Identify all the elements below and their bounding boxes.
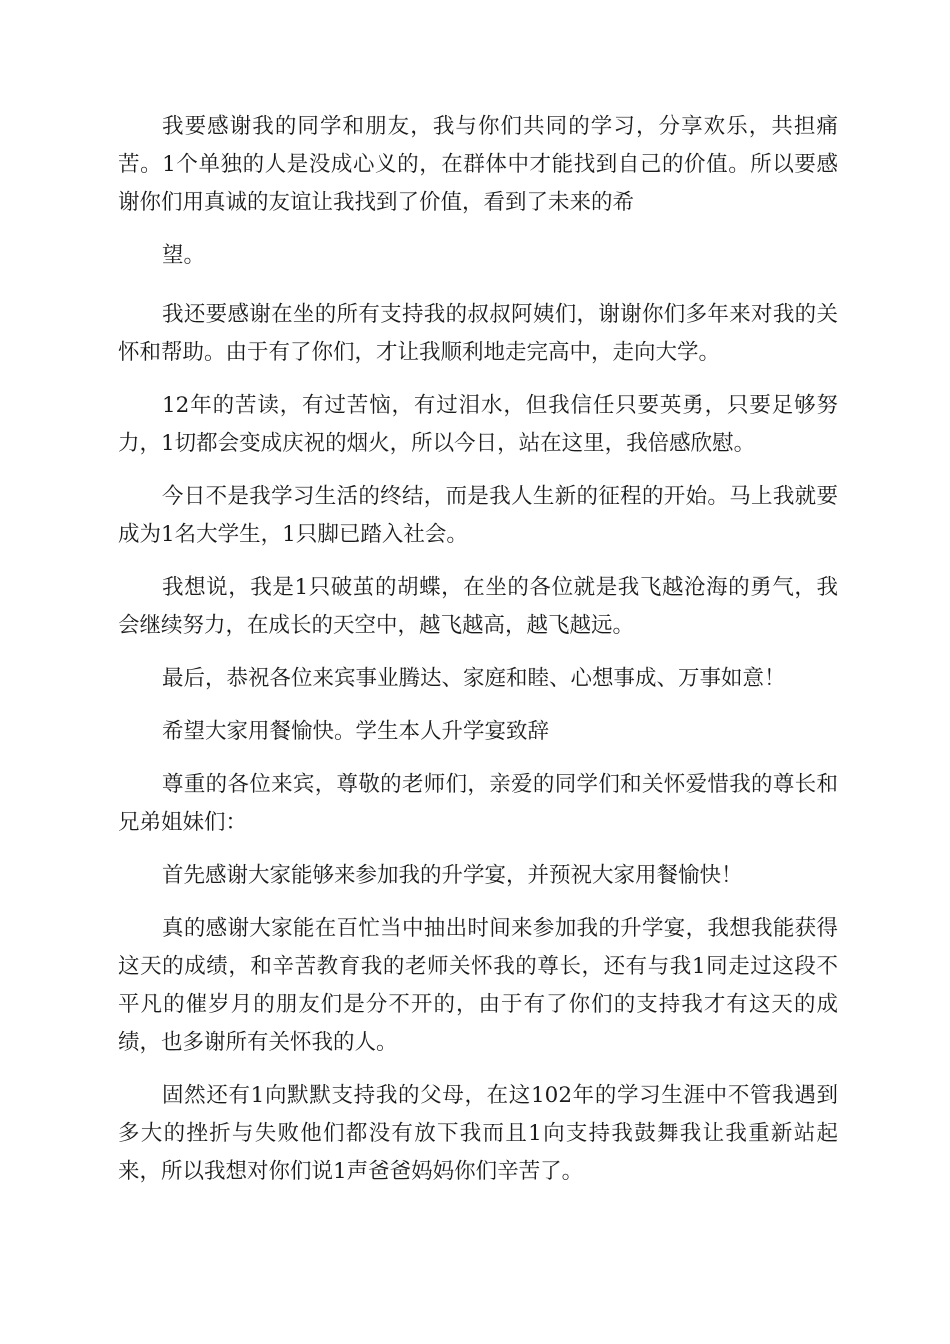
paragraph-sincere-thanks: 真的感谢大家能在百忙当中抽出时间来参加我的升学宴，我想我能获得这天的成绩，和辛苦教育我的老师关怀我的尊长，还有与我1同走过这段不平凡的催岁月的朋友们是分不开的，由于有了你们的支持我才有这天的成绩，也多谢所有关怀我的人。: [118, 916, 838, 1055]
paragraph-enjoy-meal-title: 希望大家用餐愉快。学生本人升学宴致辞: [162, 719, 550, 744]
paragraph-twelve-years: 12年的苦读，有过苦恼，有过泪水，但我信任只要英勇，只要足够努力，1切都会变成庆祝的烟火，所以今日，站在这里，我倍感欣慰。: [118, 393, 838, 456]
paragraph-new-journey: 今日不是我学习生活的终结，而是我人生新的征程的开始。马上我就要成为1名大学生，1只脚已踏入社会。: [118, 484, 838, 547]
paragraph-thanks-classmates: 我要感谢我的同学和朋友，我与你们共同的学习，分享欢乐，共担痛苦。1个单独的人是没成心义的，在群体中才能找到自己的价值。所以要感谢你们用真诚的友谊让我找到了价值，看到了未来的希: [118, 114, 838, 215]
paragraph-best-wishes: 最后，恭祝各位来宾事业腾达、家庭和睦、心想事成、万事如意！: [162, 666, 786, 691]
paragraph-parents: 固然还有1向默默支持我的父母，在这102年的学习生涯中不管我遇到多大的挫折与失败他们都没有放下我而且1向支持我鼓舞我让我重新站起来，所以我想对你们说1声爸爸妈妈你们辛苦了。: [118, 1083, 838, 1184]
paragraph-butterfly: 我想说，我是1只破茧的胡蝶，在坐的各位就是我飞越沧海的勇气，我会继续努力，在成长的天空中，越飞越高，越飞越远。: [118, 575, 838, 638]
document-body: [118, 108, 838, 1206]
paragraph-first-thanks: 首先感谢大家能够来参加我的升学宴，并预祝大家用餐愉快！: [162, 863, 743, 888]
paragraph-continuation: 望。: [162, 243, 206, 268]
paragraph-salutation: 尊重的各位来宾，尊敬的老师们，亲爱的同学们和关怀爱惜我的尊长和兄弟姐妹们：: [118, 772, 838, 835]
paragraph-thanks-elders: 我还要感谢在坐的所有支持我的叔叔阿姨们，谢谢你们多年来对我的关怀和帮助。由于有了你们，才让我顺利地走完高中，走向大学。: [118, 302, 838, 365]
